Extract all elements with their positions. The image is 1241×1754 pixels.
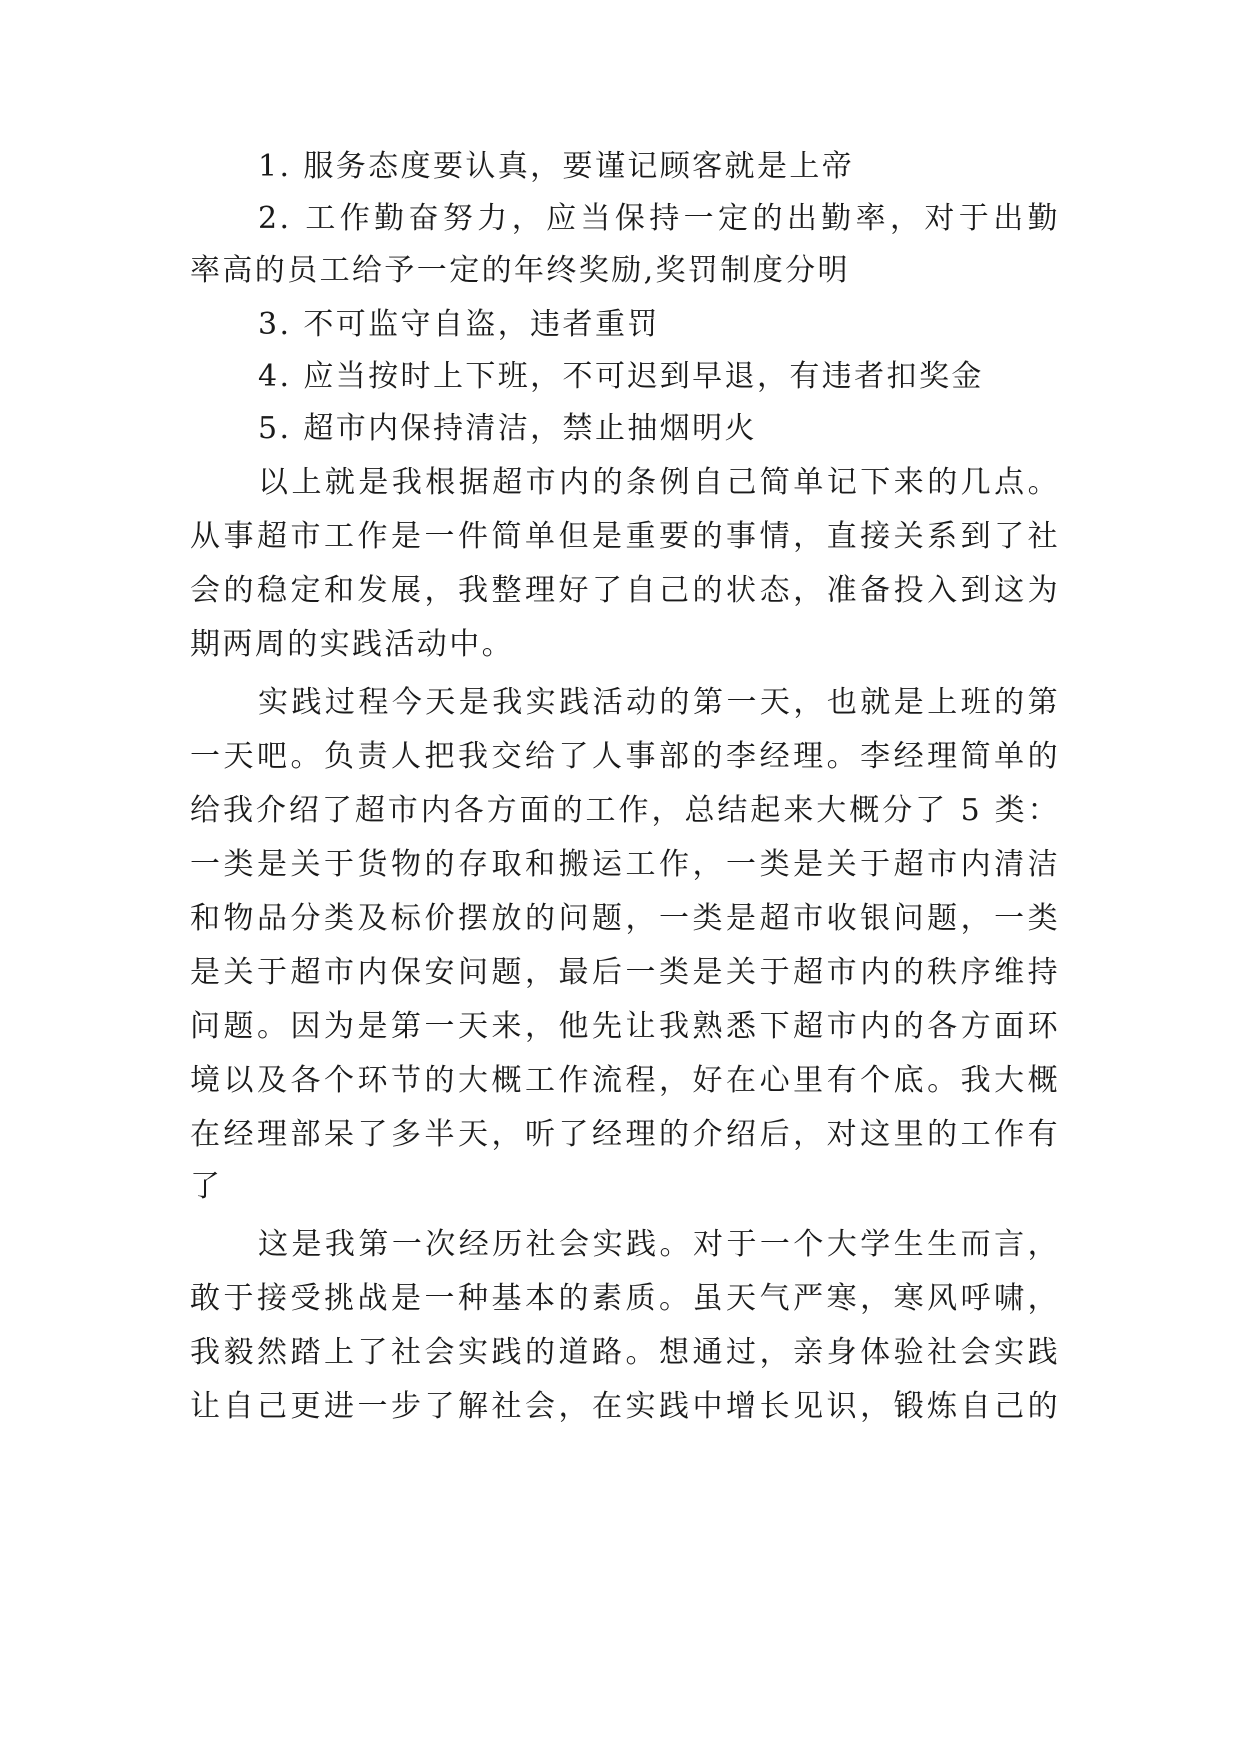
paragraph-3-line-1: 这是我第一次经历社会实践。对于一个大学生生而言，	[258, 1227, 1060, 1262]
list-item-2-continued: 率高的员工给予一定的年终奖励,奖罚制度分明	[190, 253, 850, 288]
list-item-1: 1. 服务态度要认真，要谨记顾客就是上帝	[258, 149, 855, 184]
paragraph-2-line-6: 是关于超市内保安问题，最后一类是关于超市内的秩序维持	[190, 955, 1060, 990]
paragraph-2-line-10: 了	[190, 1169, 223, 1204]
paragraph-2-line-3: 给我介绍了超市内各方面的工作，总结起来大概分了 5 类：	[190, 793, 1060, 828]
paragraph-1-line-2: 从事超市工作是一件简单但是重要的事情，直接关系到了社	[190, 519, 1060, 554]
paragraph-2-line-4: 一类是关于货物的存取和搬运工作，一类是关于超市内清洁	[190, 847, 1060, 882]
paragraph-3-line-4: 让自己更进一步了解社会，在实践中增长见识，锻炼自己的	[190, 1389, 1060, 1424]
list-item-4: 4. 应当按时上下班，不可迟到早退，有违者扣奖金	[258, 359, 984, 394]
paragraph-2-line-7: 问题。因为是第一天来，他先让我熟悉下超市内的各方面环	[190, 1009, 1060, 1044]
paragraph-2-line-8: 境以及各个环节的大概工作流程，好在心里有个底。我大概	[190, 1063, 1060, 1098]
list-item-3: 3. 不可监守自盗，违者重罚	[258, 307, 660, 342]
paragraph-2-line-9: 在经理部呆了多半天，听了经理的介绍后，对这里的工作有	[190, 1117, 1060, 1152]
paragraph-1-line-4: 期两周的实践活动中。	[190, 627, 514, 662]
list-item-2: 2. 工作勤奋努力，应当保持一定的出勤率，对于出勤	[258, 201, 1060, 236]
paragraph-2-line-1: 实践过程今天是我实践活动的第一天，也就是上班的第	[258, 685, 1060, 720]
paragraph-2-line-2: 一天吧。负责人把我交给了人事部的李经理。李经理简单的	[190, 739, 1060, 774]
list-item-5: 5. 超市内保持清洁，禁止抽烟明火	[258, 411, 757, 446]
paragraph-3-line-2: 敢于接受挑战是一种基本的素质。虽天气严寒，寒风呼啸，	[190, 1281, 1060, 1316]
paragraph-3-line-3: 我毅然踏上了社会实践的道路。想通过，亲身体验社会实践	[190, 1335, 1060, 1370]
paragraph-2-line-5: 和物品分类及标价摆放的问题，一类是超市收银问题，一类	[190, 901, 1060, 936]
paragraph-1-line-1: 以上就是我根据超市内的条例自己简单记下来的几点。	[258, 465, 1060, 500]
paragraph-1-line-3: 会的稳定和发展，我整理好了自己的状态，准备投入到这为	[190, 573, 1060, 608]
